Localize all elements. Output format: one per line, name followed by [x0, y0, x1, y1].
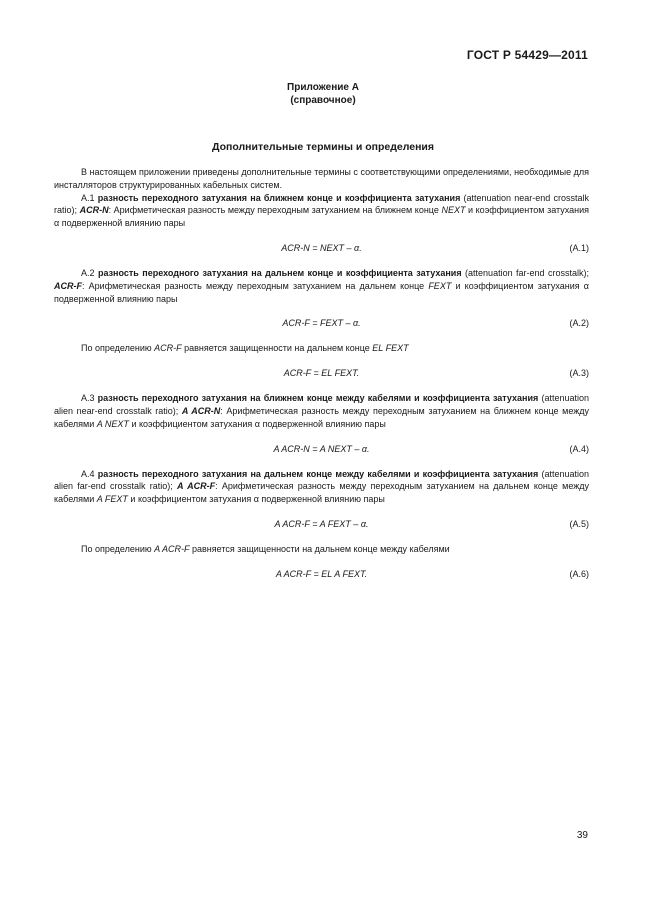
definition-english: (attenuation alien far-end crosstalk ratio); — [54, 468, 589, 492]
definition-term: разность переходного затухания на ближнем конце между кабелями и коэффициента затухания — [97, 393, 539, 404]
definition-term: разность переходного затухания на ближнем конце и коэффициента затухания — [97, 192, 461, 203]
definition-a1 — [54, 192, 589, 230]
by-definition-text: равняется защищенности на дальнем конце между кабелями — [189, 543, 450, 554]
by-definition-prefix: По определению — [81, 543, 155, 554]
appendix-heading — [0, 81, 646, 107]
standard-number: ГОСТ Р 54429—2011 — [466, 48, 588, 62]
definition-text: : Арифметическая разность между переходным затуханием на ближнем конце между кабелями — [54, 405, 590, 429]
definition-number: А.3 — [81, 393, 98, 404]
equation-a1 — [54, 242, 589, 255]
definition-text: : Арифметическая разность между переходным затуханием на дальнем конце — [82, 280, 429, 291]
equation-formula: ACR-N = NEXT – α. — [281, 242, 362, 253]
appendix-subtitle: (справочное) — [290, 95, 356, 106]
equation-formula: A ACR-N = A NEXT – α. — [273, 443, 370, 454]
equation-number: (А.3) — [569, 368, 589, 379]
definition-symbol: FEXT — [428, 280, 452, 291]
equation-a2 — [54, 317, 589, 330]
equation-number: (А.4) — [569, 443, 589, 454]
definition-text-end: и коэффициентом затухания α подверженной влиянию пары — [127, 494, 385, 505]
definition-text-end: и коэффициентом затухания α подверженной влиянию пары — [54, 205, 589, 229]
page-number: 39 — [576, 830, 588, 841]
section-title: Дополнительные термины и определения — [211, 141, 435, 153]
definition-term: разность переходного затухания на дальнем конце между кабелями и коэффициента затухания — [97, 468, 539, 479]
equation-formula: A ACR-F = EL A FEXT. — [275, 568, 368, 579]
equation-number: (А.5) — [569, 518, 589, 529]
definition-term: разность переходного затухания на дальнем конце и коэффициента затухания — [97, 267, 462, 278]
by-definition-paragraph-1 — [54, 342, 589, 355]
by-definition-paragraph-2 — [54, 543, 589, 556]
equation-formula: A ACR-F = A FEXT – α. — [274, 518, 369, 529]
definition-abbreviation: A ACR-N — [181, 405, 221, 416]
definition-text: : Арифметическая разность между переходным затуханием на ближнем конце — [108, 205, 442, 216]
definition-abbreviation: ACR-F — [54, 280, 82, 291]
intro-paragraph: В настоящем приложении приведены дополнительные термины с соответствующими определениями, необходимые для инсталляторов структурированных кабельных систем. — [54, 167, 589, 190]
definition-abbreviation: A ACR-F — [177, 481, 216, 492]
definition-symbol: NEXT — [441, 205, 466, 216]
definition-a2 — [54, 267, 589, 305]
definition-symbol: A FEXT — [96, 494, 128, 505]
equation-a5 — [54, 518, 589, 531]
definition-symbol: A NEXT — [96, 418, 129, 429]
equation-number: (А.1) — [569, 242, 589, 253]
definition-english: (attenuation alien near-end crosstalk ratio); — [54, 393, 589, 416]
by-definition-text: равняется защищенности на дальнем конце — [181, 343, 373, 354]
definition-number: А.4 — [81, 468, 98, 479]
definition-text: : Арифметическая разность между переходным затуханием на дальнем конце между кабелями — [54, 481, 590, 505]
equation-formula: ACR-F = FEXT – α. — [282, 318, 361, 329]
definition-english: (attenuation near-end crosstalk ratio); — [54, 192, 589, 216]
definition-a3 — [54, 392, 589, 430]
equation-a4 — [54, 443, 589, 456]
definition-text-end: и коэффициентом затухания α подверженной влиянию пары — [128, 418, 386, 429]
equation-number: (А.2) — [569, 318, 589, 329]
appendix-title: Приложение А — [287, 82, 359, 93]
definition-number: А.2 — [81, 267, 98, 278]
by-definition-prefix: По определению — [81, 343, 155, 354]
equation-formula: ACR-F = EL FEXT. — [283, 368, 360, 379]
definition-english: (attenuation far-end crosstalk); — [461, 267, 590, 278]
by-definition-symbol-2: EL FEXT — [372, 343, 409, 354]
by-definition-symbol: A ACR-F — [154, 543, 190, 554]
definition-number: А.1 — [81, 192, 98, 203]
equation-number: (А.6) — [569, 568, 589, 579]
equation-a6 — [54, 568, 589, 581]
definition-a4 — [54, 468, 589, 506]
document-body — [54, 166, 589, 593]
definition-text-end: и коэффициентом затухания α подверженной влиянию пары — [54, 280, 589, 304]
definition-abbreviation: ACR-N — [79, 205, 109, 216]
by-definition-symbol: ACR-F — [154, 343, 182, 354]
equation-a3 — [54, 367, 589, 380]
